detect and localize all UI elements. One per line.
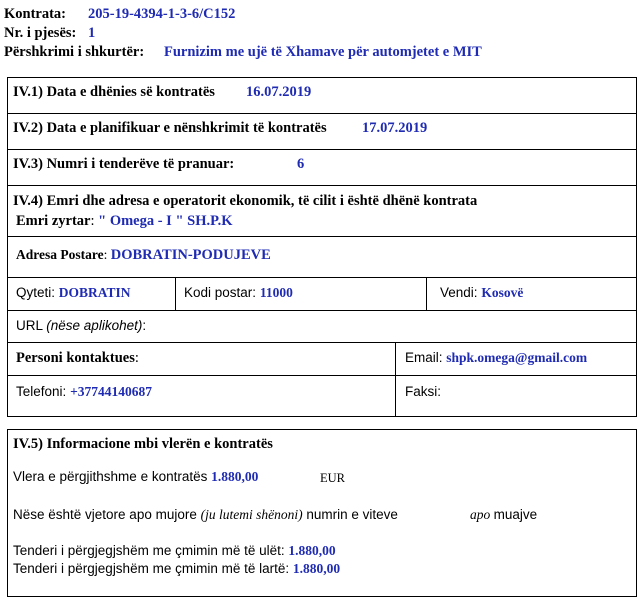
lot-value: 1 [88,25,96,41]
divider [7,149,637,150]
email-cell [405,350,587,366]
short-description-value: Furnizim me ujë të Xhamave për automjetet e MIT [164,44,482,60]
postal-address-label: Adresa Postare [16,247,104,262]
iv1-value: 16.07.2019 [246,84,312,100]
highest-price-row [13,561,340,577]
lowest-price-row [13,543,336,559]
divider [7,236,637,237]
contact-person-label: Personi kontaktues [16,350,135,366]
lowest-price-value: 1.880,00 [288,543,336,558]
country-cell [440,285,523,301]
divider [7,185,637,186]
divider [175,277,176,310]
phone-cell [16,384,152,400]
highest-price-label: Tenderi i përgjegjshëm me çmimin më të lartë: [13,561,290,576]
iv3-label: IV.3) Numri i tenderëve të pranuar: [13,156,235,172]
url-label: URL [16,318,43,333]
postal-address-row: Adresa Postare: DOBRATIN-PODUJEVE [16,247,271,263]
country-label: Vendi: [440,285,478,300]
city-cell [16,285,131,301]
lowest-price-label: Tenderi i përgjegjshëm me çmimin më të ulët: [13,543,285,558]
country-value: Kosovë [481,285,524,300]
total-value-label: Vlera e përgjithshme e kontratës [13,469,208,484]
divider [7,375,637,376]
contract-number-row [4,6,66,23]
iv2-label: IV.2) Data e planifikuar e nënshkrimit të kontratës [13,120,327,136]
url-row: URL (nëse aplikohet): [16,318,147,333]
highest-price-value: 1.880,00 [292,561,341,576]
contract-number-value: 205-19-4394-1-3-6/C152 [88,6,236,22]
postal-code-label: Kodi postar: [184,285,257,300]
divider [7,310,637,311]
divider [426,277,427,310]
email-value: shpk.omega@gmail.com [446,350,588,365]
phone-value: +37744140687 [70,384,153,399]
annual-note: (ju lutemi shënoni) [200,507,303,522]
divider [7,342,637,343]
divider [7,113,637,114]
iv1-label: IV.1) Data e dhënies së kontratës [13,84,215,100]
city-label: Qyteti: [16,285,56,300]
short-description-label: Përshkrimi i shkurtër: [4,44,145,60]
official-name-row: Emri zyrtar: " Omega - I " SH.P.K [16,213,233,229]
url-note: (nëse aplikohet) [46,318,143,333]
contract-label: Kontrata: [4,6,67,22]
total-value-row [13,469,258,485]
iv4-label: IV.4) Emri dhe adresa e operatorit ekonomik, të cilit i është dhënë kontrata [13,193,478,209]
currency: EUR [320,471,345,485]
annual-or: apo muajve [470,507,538,522]
lot-label: Nr. i pjesës: [4,25,77,41]
iv5-label: IV.5) Informacione mbi vlerën e kontratës [13,436,273,452]
city-value: DOBRATIN [58,285,131,300]
postal-code-value: 11000 [259,285,293,300]
divider [7,277,637,278]
divider [395,342,396,417]
email-label: Email: [405,350,443,365]
official-name-label: Emri zyrtar [16,213,91,229]
postal-address-value: DOBRATIN-PODUJEVE [110,247,271,263]
iv2-value: 17.07.2019 [362,120,428,136]
contact-person-cell: Personi kontaktues: [16,350,139,366]
fax-label: Faksi: [405,384,442,399]
postal-code-cell [184,285,293,301]
annual-text: Nëse është vjetore apo mujore (ju lutemi shënoni) numrin e viteve [13,507,398,522]
official-name-value: " Omega - I " SH.P.K [98,213,233,229]
iv3-value: 6 [297,156,305,172]
phone-label: Telefoni: [16,384,67,399]
total-value: 1.880,00 [211,469,259,484]
